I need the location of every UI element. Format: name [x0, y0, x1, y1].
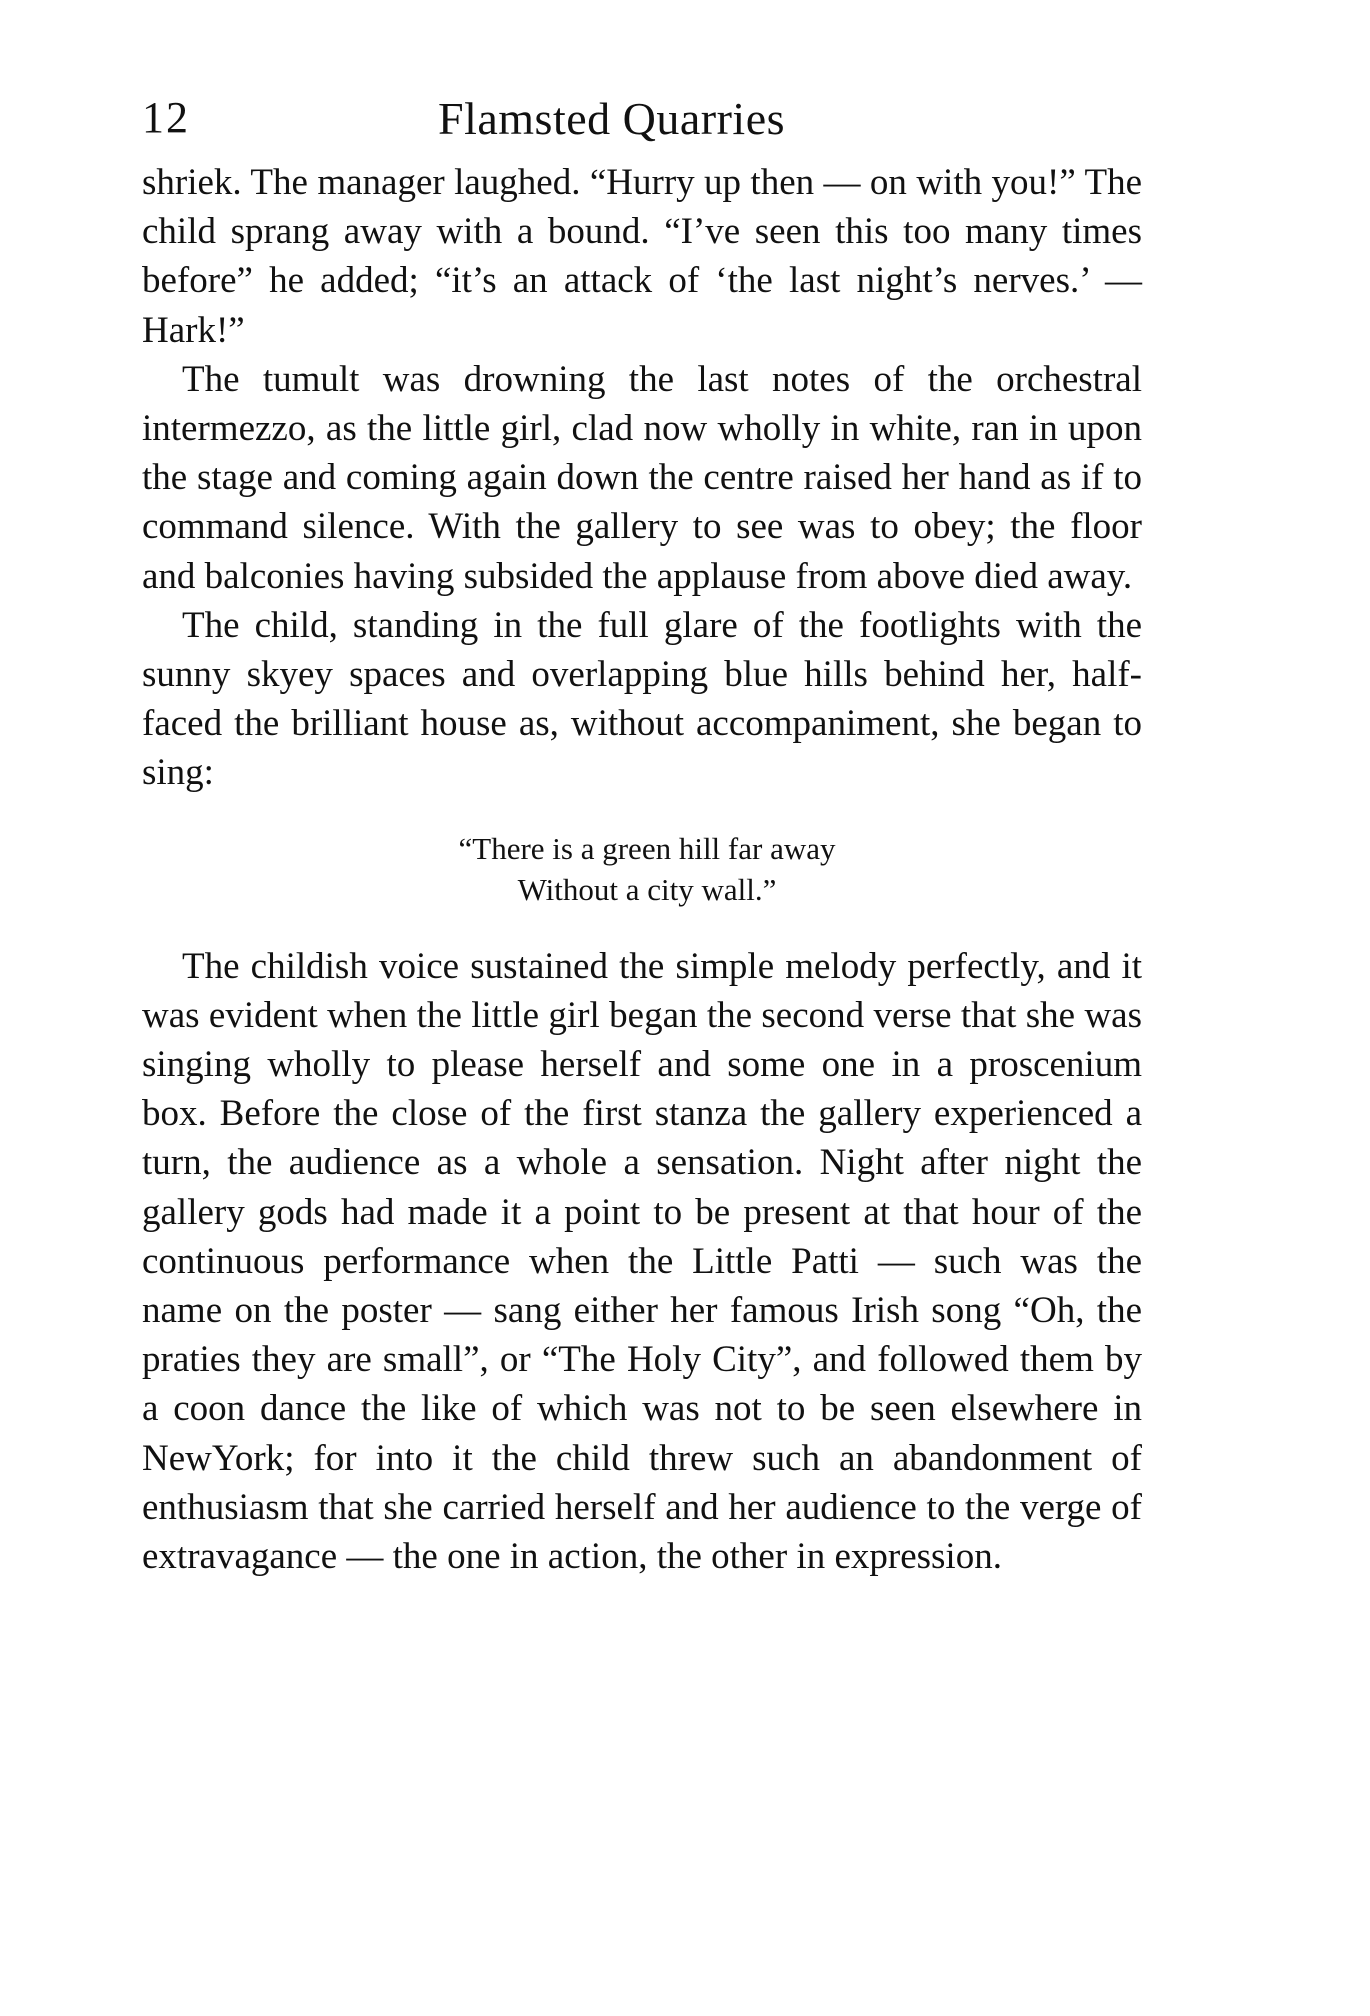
book-page — [142, 92, 1142, 1581]
paragraph-continued: shriek. The manager laughed. “Hurry up then — on with you!” The child sprang away with a bound. “I’ve seen this too many times before” he added; “it’s an attack of ‘the last night’s nerves.’ — Hark!” — [142, 162, 1142, 351]
paragraph-childish-voice: The childish voice sustained the simple melody perfectly, and it was evident when the little girl began the second verse that she was singing wholly to please herself and some one in a proscenium box. Before the close of the first stanza the gallery experienced a turn, the audience as a whole a sensation. Night after night the gallery gods had made it a point to be present at that hour of the continuous performance when the Little Patti — such was the name on the poster — sang either her famous Irish song “Oh, the praties they are small”, or “The Holy City”, and followed them by a coon dance the like of which was not to be seen elsewhere in NewYork; for into it the child threw such an abandonment of enthusiasm that she carried herself and her audience to the verge of extravagance — the one in action, the other in expression. — [142, 945, 1142, 1578]
running-head — [142, 92, 1142, 150]
hymn-verse — [142, 828, 1142, 910]
verse-line: Without a city wall.” — [517, 871, 777, 907]
page-number: 12 — [142, 93, 190, 142]
paragraph-child-sings: The child, standing in the full glare of the footlights with the sunny skyey spaces and overlapping blue hills behind her, half-faced the brilliant house as, without accompaniment, she began to sing: — [142, 604, 1142, 794]
running-title: Flamsted Quarries — [438, 93, 786, 144]
paragraph-tumult: The tumult was drowning the last notes of the orchestral intermezzo, as the little girl, clad now wholly in white, ran in upon the stage and coming again down the centre raised her hand as if to command silence. With the gallery to see was to obey; the floor and balconies having subsided the applause from above died away. — [142, 358, 1142, 597]
verse-line: “There is a green hill far away — [458, 830, 836, 866]
